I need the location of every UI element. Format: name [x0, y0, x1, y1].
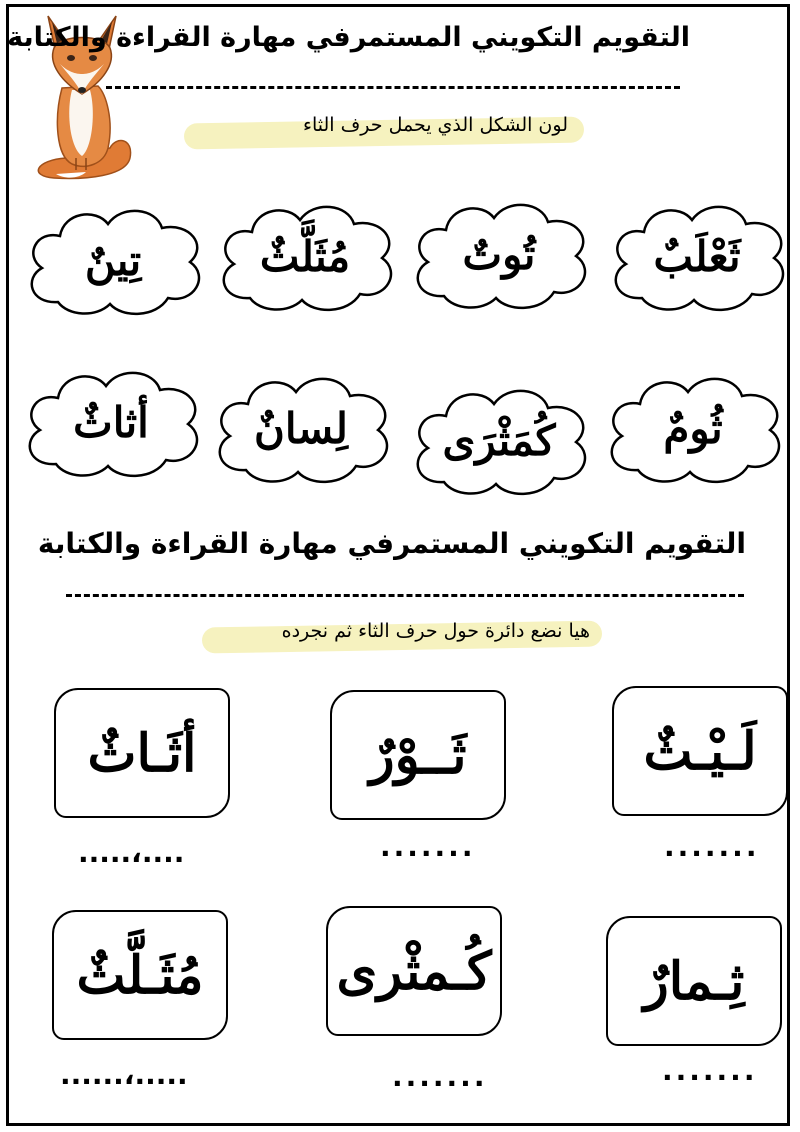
section1-instruction: لون الشكل الذي يحمل حرف الثاء: [303, 114, 568, 136]
word-cloud[interactable]: [598, 368, 788, 488]
cloud-word: ثُومٌ: [663, 403, 723, 453]
cloud-word: ثَعْلَبٌ: [653, 231, 741, 281]
title-divider: [106, 86, 680, 89]
word-card[interactable]: أثَـاثٌ: [54, 688, 230, 818]
answer-dots[interactable]: .......: [380, 830, 476, 863]
answer-dots[interactable]: .......: [662, 1054, 758, 1087]
answer-dots[interactable]: .....،......: [60, 1058, 188, 1091]
section2-divider: [66, 594, 744, 597]
section2-instruction: هيا نضع دائرة حول حرف الثاء ثم نجرده: [281, 620, 590, 642]
word-cloud[interactable]: [18, 200, 208, 320]
word-card[interactable]: لَـيْـثٌ: [612, 686, 788, 816]
word-cloud[interactable]: [404, 380, 594, 500]
word-cloud[interactable]: [16, 362, 206, 482]
word-cloud[interactable]: [602, 196, 792, 316]
cloud-word: لِسانٌ: [254, 403, 348, 453]
answer-dots[interactable]: .......: [392, 1060, 488, 1093]
section2-title: التقويم التكويني المستمرفي مهارة القراءة والكتابة: [37, 527, 746, 560]
cloud-word: مُثَلَّثٌ: [259, 231, 351, 281]
word-cloud[interactable]: [210, 196, 400, 316]
word-cloud[interactable]: [206, 368, 396, 488]
word-card[interactable]: كُـمثْرى: [326, 906, 502, 1036]
word-card[interactable]: مُثَـلَّثٌ: [52, 910, 228, 1040]
word-card[interactable]: ثَــوْرٌ: [330, 690, 506, 820]
cloud-word: تُوتٌ: [462, 229, 536, 279]
page-title: التقويم التكويني المستمرفي مهارة القراءة والكتابة: [7, 22, 690, 53]
answer-dots[interactable]: .......: [664, 830, 760, 863]
cloud-word: تِينٌ: [84, 235, 142, 285]
cloud-word: كُمَثْرَى: [442, 415, 556, 465]
word-cloud[interactable]: [404, 194, 594, 314]
cloud-word: أثاثٌ: [73, 397, 149, 447]
answer-dots[interactable]: ....،.....: [78, 836, 185, 869]
word-card[interactable]: ثِـمارٌ: [606, 916, 782, 1046]
